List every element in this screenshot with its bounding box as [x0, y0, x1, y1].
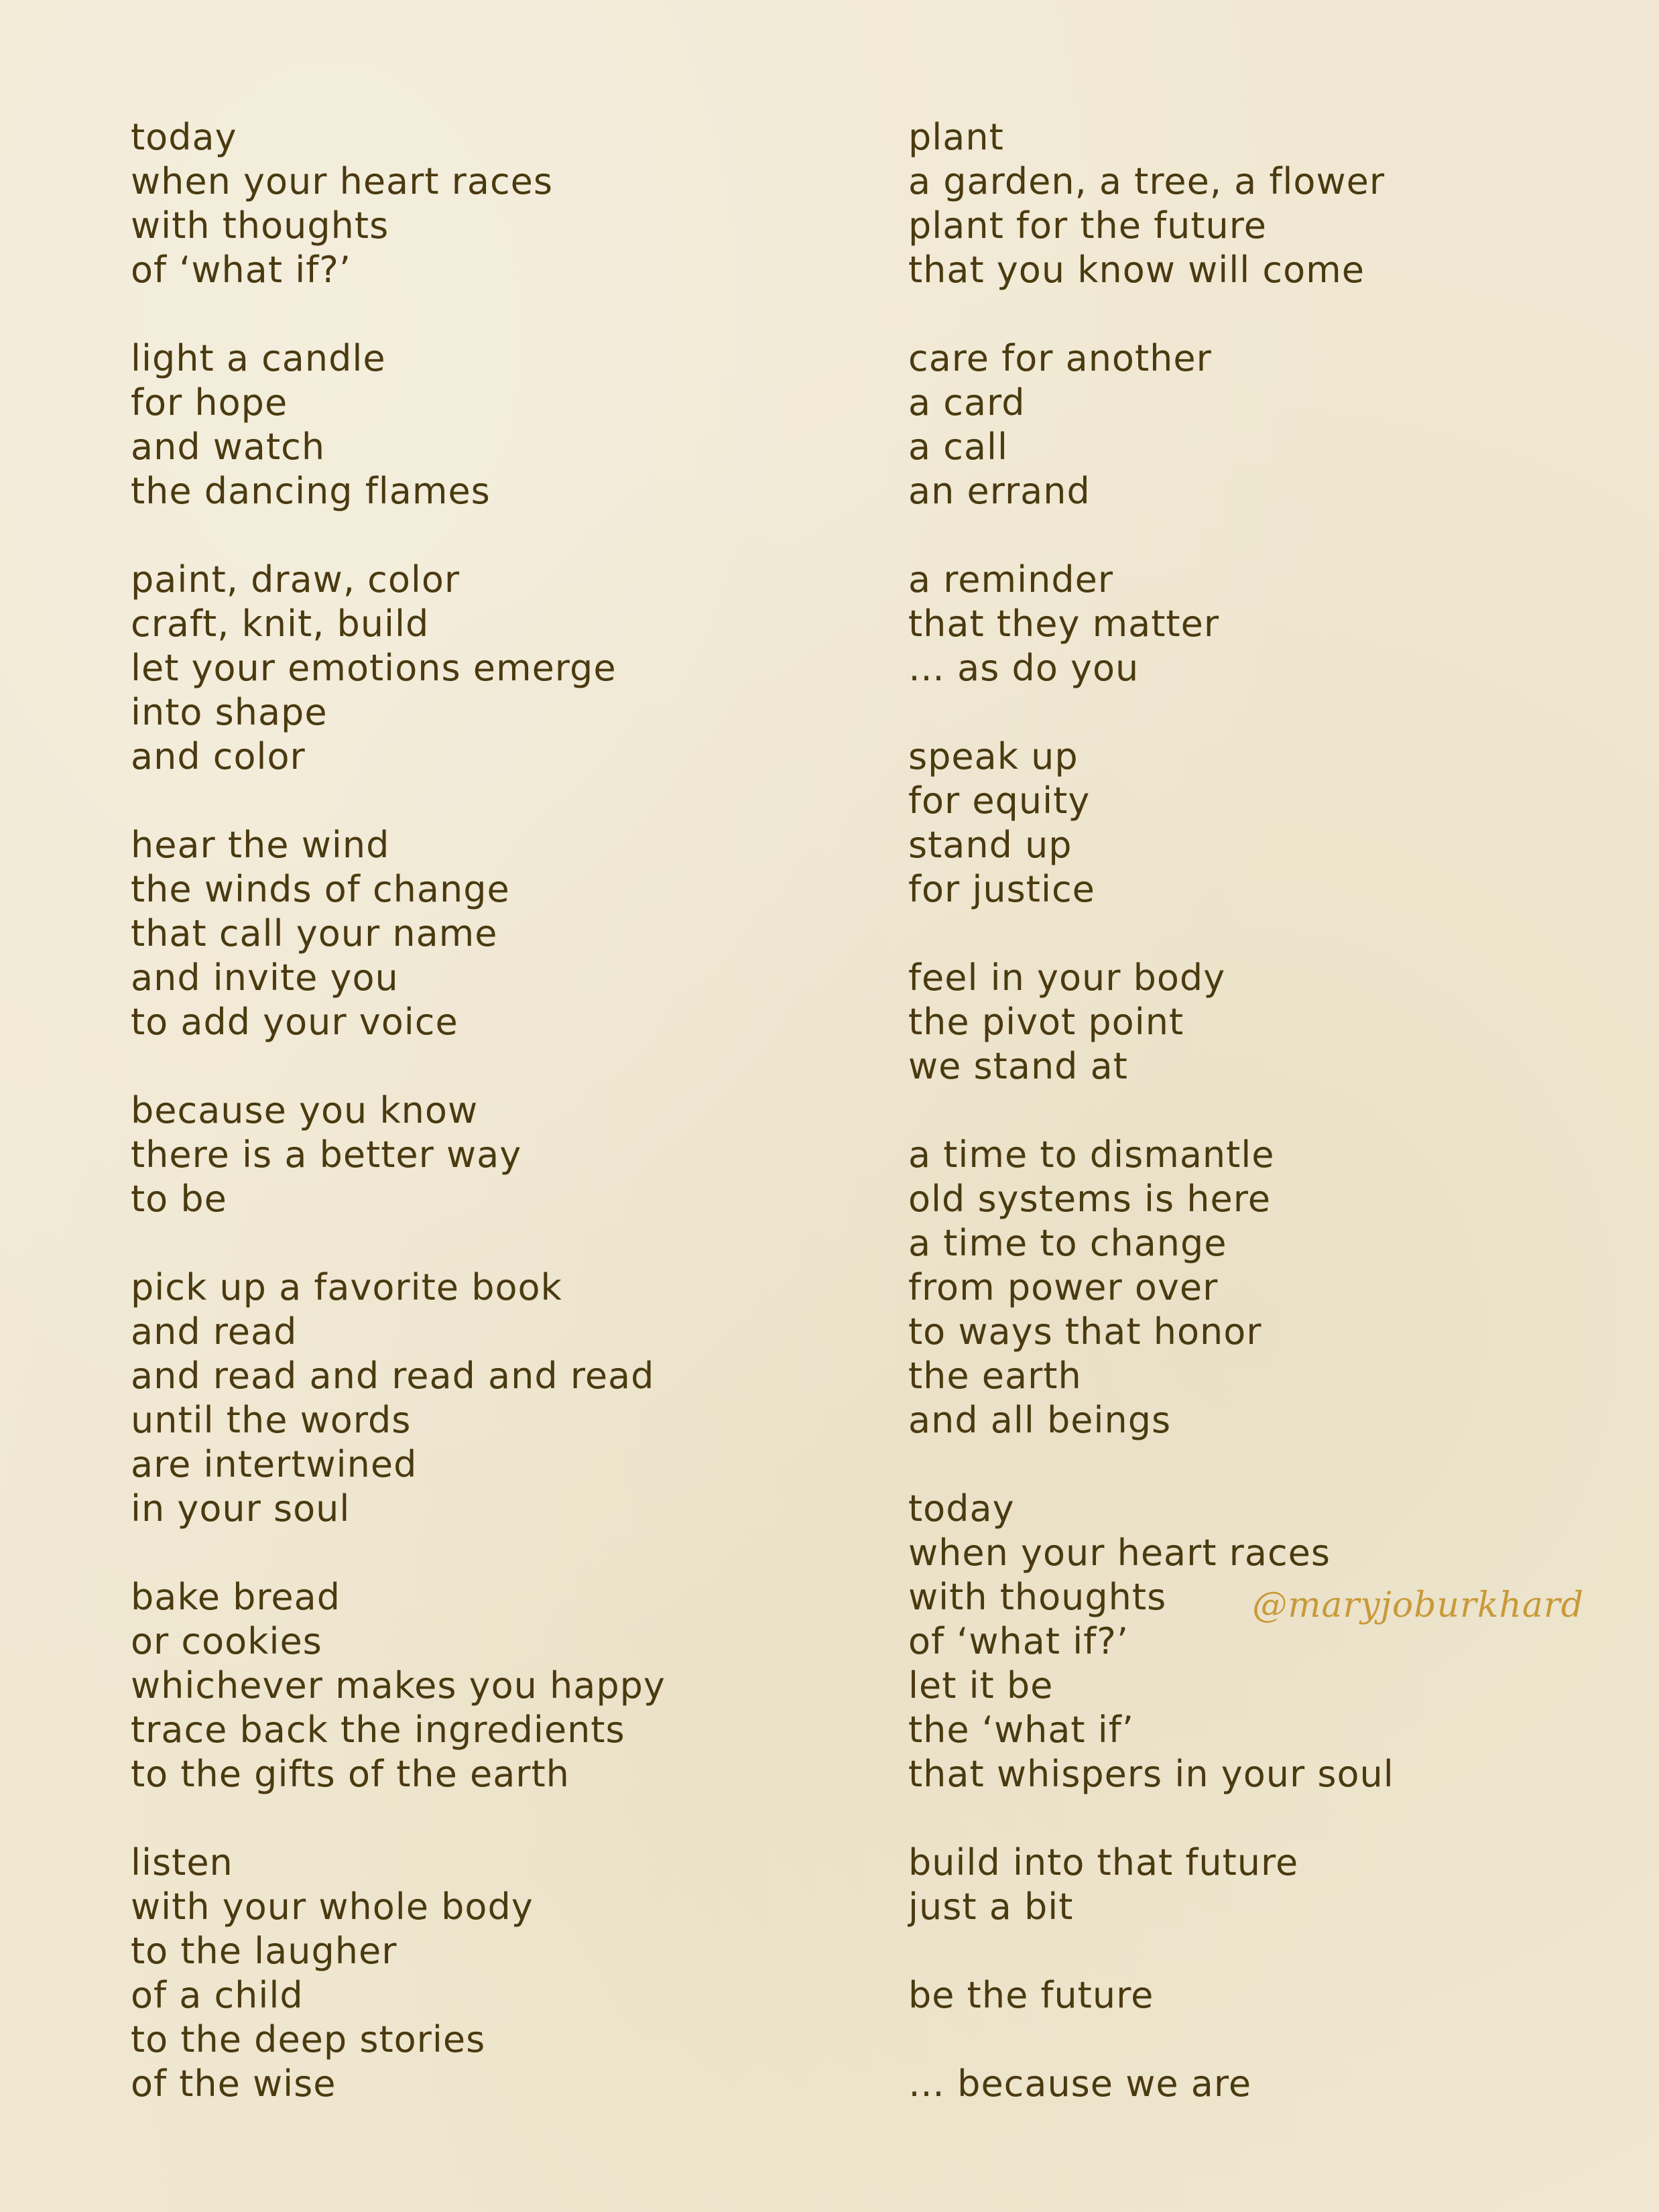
poem-line: today [131, 116, 237, 158]
poem-line: pick up a favorite book [131, 1266, 562, 1308]
left-stanza [131, 336, 868, 513]
poem-line: to be [131, 1178, 227, 1220]
poem-line: are intertwined [131, 1443, 418, 1485]
poem-line: the earth [908, 1355, 1082, 1397]
poem-right-column [908, 115, 1605, 2150]
poem-line: a time to change [908, 1222, 1227, 1264]
poem-line: for justice [908, 868, 1095, 910]
poem-line: that whispers in your soul [908, 1753, 1394, 1795]
poem-line: the winds of change [131, 868, 510, 910]
right-stanza [908, 735, 1605, 912]
poem-line: build into that future [908, 1841, 1299, 1884]
right-stanza [908, 2062, 1605, 2106]
poem-line: until the words [131, 1399, 412, 1441]
right-stanza [908, 956, 1605, 1089]
poem-line: an errand [908, 470, 1091, 512]
poem-line: listen [131, 1841, 233, 1884]
poem-line: and color [131, 735, 306, 778]
poem-line: today [908, 1487, 1015, 1530]
poem-line: just a bit [908, 1886, 1074, 1928]
right-stanza [908, 1973, 1605, 2018]
poem-line: because you know [131, 1089, 479, 1131]
left-stanza [131, 1841, 868, 2106]
poem-line: feel in your body [908, 957, 1226, 999]
poem-line: a reminder [908, 558, 1114, 601]
poem-line: to add your voice [131, 1001, 458, 1043]
poem-line: the ‘what if’ [908, 1709, 1134, 1751]
poem-line: with your whole body [131, 1886, 534, 1928]
poem-line: of ‘what if?’ [908, 1620, 1129, 1662]
left-stanza [131, 558, 868, 779]
poem-line: of a child [131, 1974, 304, 2016]
poem-line: a call [908, 426, 1009, 468]
poem-line: for hope [131, 381, 288, 424]
author-signature: @maryjoburkhard [1252, 1585, 1584, 1625]
right-stanza [908, 558, 1605, 690]
poem-line: or cookies [131, 1620, 322, 1662]
poem-line: when your heart races [908, 1532, 1331, 1574]
poem-line: and all beings [908, 1399, 1172, 1441]
left-stanza [131, 823, 868, 1044]
poem-line: paint, draw, color [131, 558, 460, 601]
poem-line: care for another [908, 337, 1212, 379]
right-stanza [908, 1487, 1605, 1796]
poem-line: to the deep stories [131, 2018, 486, 2061]
poem-line: with thoughts [908, 1576, 1167, 1618]
poem-line: be the future [908, 1974, 1154, 2016]
poem-line: … because we are [908, 2063, 1252, 2105]
poem-line: when your heart races [131, 160, 554, 202]
poem-line: trace back the ingredients [131, 1709, 625, 1751]
poem-line: a garden, a tree, a flower [908, 160, 1386, 202]
right-stanza [908, 1841, 1605, 1929]
poem-line: to the laugher [131, 1930, 397, 1972]
poem-line: into shape [131, 691, 328, 733]
poem-line: of the wise [131, 2063, 336, 2105]
poem-line: old systems is here [908, 1178, 1271, 1220]
poem-line: that you know will come [908, 249, 1365, 291]
poem-line: let your emotions emerge [131, 647, 617, 689]
poem-line: stand up [908, 824, 1072, 866]
poem-line: to the gifts of the earth [131, 1753, 570, 1795]
right-stanza [908, 336, 1605, 513]
left-stanza [131, 1575, 868, 1796]
poem-line: from power over [908, 1266, 1219, 1308]
poem-line: there is a better way [131, 1133, 522, 1176]
poem-line: hear the wind [131, 824, 390, 866]
poem-line: let it be [908, 1664, 1054, 1707]
poem-line: the pivot point [908, 1001, 1184, 1043]
poem-line: … as do you [908, 647, 1140, 689]
poem-line: and invite you [131, 957, 399, 999]
right-stanza [908, 115, 1605, 292]
left-stanza [131, 1266, 868, 1531]
poem-line: light a candle [131, 337, 386, 379]
poem-line: a card [908, 381, 1026, 424]
poem-line: we stand at [908, 1045, 1128, 1087]
poem-line: that they matter [908, 603, 1220, 645]
poem-left-column [131, 115, 868, 2150]
poem-line: and watch [131, 426, 326, 468]
poem-line: a time to dismantle [908, 1133, 1275, 1176]
left-stanza [131, 115, 868, 292]
poem-line: craft, knit, build [131, 603, 430, 645]
poem-line: and read and read and read [131, 1355, 655, 1397]
poem-line: for equity [908, 780, 1091, 822]
poem-line: plant [908, 116, 1004, 158]
poem-line: in your soul [131, 1487, 351, 1530]
poem-line: of ‘what if?’ [131, 249, 352, 291]
poem-line: with thoughts [131, 204, 389, 247]
poem-line: the dancing flames [131, 470, 491, 512]
poem-line: speak up [908, 735, 1079, 778]
left-stanza [131, 1089, 868, 1221]
right-stanza [908, 1133, 1605, 1442]
poem-line: and read [131, 1310, 298, 1353]
poem-line: that call your name [131, 912, 498, 955]
poem-line: whichever makes you happy [131, 1664, 666, 1707]
poem-line: bake bread [131, 1576, 341, 1618]
poem-line: plant for the future [908, 204, 1268, 247]
poem-line: to ways that honor [908, 1310, 1262, 1353]
